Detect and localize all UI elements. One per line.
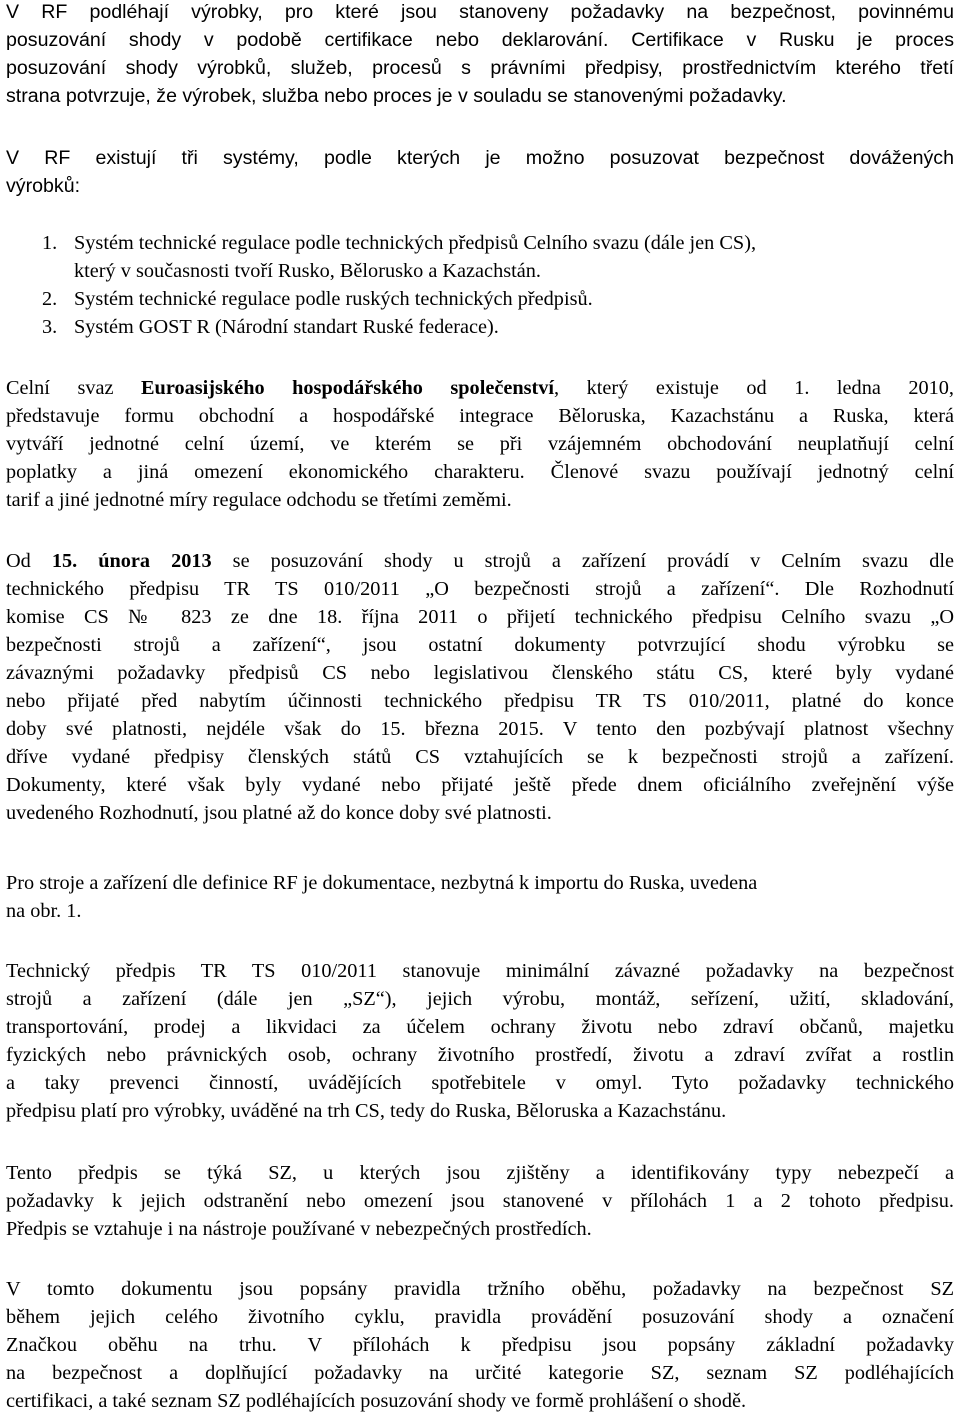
text-line: V RF existují tři systémy, podle kterých je možno posuzovat bezpečnost dovážených (6, 147, 954, 169)
text-line: technického předpisu TR TS 010/2011 „O bezpečnosti strojů a zařízení“. Dle Rozhodnutí (6, 578, 954, 600)
text-line: představuje formu obchodní a hospodářské integrace Běloruska, Kazachstánu a Ruska, která (6, 405, 954, 427)
list-item-1 (42, 229, 954, 285)
text-line: nebo přijaté před nabytím účinnosti technického předpisu TR TS 010/2011, platné do konce (6, 690, 954, 712)
text-line: uvedeného Rozhodnutí, jsou platné až do konce doby své platnosti. (6, 802, 552, 824)
text-line: strojů a zařízení (dále jen „SZ“), jejich výrobu, montáž, seřízení, užití, skladování, (6, 988, 954, 1010)
text-line: certifikaci, a také seznam SZ podléhajících posuzování shody ve formě prohlášení o shodě. (6, 1390, 747, 1412)
text-line: tarif a jiné jednotné míry regulace odchodu se třetími zeměmi. (6, 489, 512, 511)
paragraph-tr-ts-regulation (6, 547, 954, 827)
list-number: 1. (42, 232, 58, 254)
text-line: Značkou oběhu na trhu. V přílohách k předpisu jsou popsány základní požadavky (6, 1334, 954, 1356)
text-line: fyzických nebo právnických osob, ochrany životního prostředí, životu a zdraví zvířat a rostlin (6, 1044, 954, 1066)
text-line: V tomto dokumentu jsou popsány pravidla tržního oběhu, požadavky na bezpečnost SZ (6, 1278, 954, 1300)
text-line: poplatky a jiná omezení ekonomického charakteru. Členové svazu používají jednotný celní (6, 461, 954, 483)
text-line: požadavky k jejich odstranění nebo omezení jsou stanovené v přílohách 1 a 2 tohoto předpisu. (6, 1190, 954, 1212)
text-line: doby své platnosti, nejdéle však do 15. března 2015. V tento den pozbývají platnost všechny (6, 718, 954, 740)
list-item-3 (42, 313, 954, 341)
paragraph-scope (6, 1159, 954, 1243)
paragraph-customs-union (6, 374, 954, 514)
text-line: závaznými požadavky předpisů CS nebo legislativou členského státu CS, které byly vydané (6, 662, 954, 684)
text-line: na obr. 1. (6, 900, 82, 922)
text-line: Tento předpis se týká SZ, u kterých jsou zjištěny a identifikovány typy nebezpečí a (6, 1162, 954, 1184)
text-line: Předpis se vztahuje i na nástroje používané v nebezpečných prostředích. (6, 1218, 592, 1240)
text-line: Celní svaz Euroasijského hospodářského společenství, který existuje od 1. ledna 2010, (6, 377, 954, 399)
text-line: V RF podléhají výrobky, pro které jsou stanoveny požadavky na bezpečnost, povinnému (6, 1, 954, 23)
text-line: transportování, prodej a likvidaci za účelem ochrany životu nebo zdraví občanů, majetku (6, 1016, 954, 1038)
text-line: vytváří jednotné celní území, ve kterém se při vzájemném obchodování neuplatňují celní (6, 433, 954, 455)
text-line: strana potvrzuje, že výrobek, služba nebo proces je v souladu se stanovenými požadavky. (6, 85, 787, 107)
text-line: Dokumenty, které však byly vydané nebo přijaté ještě přede dnem oficiálního zveřejnění výše (6, 774, 954, 796)
bold-term: Euroasijského hospodářského společenství (141, 377, 555, 399)
paragraph-three-systems (6, 144, 954, 200)
text-line: předpisu platí pro výrobky, uváděné na trh CS, tedy do Ruska, Běloruska a Kazachstánu. (6, 1100, 727, 1122)
text-line: Technický předpis TR TS 010/2011 stanovuje minimální závazné požadavky na bezpečnost (6, 960, 954, 982)
text-line: Od 15. února 2013 se posuzování shody u strojů a zařízení provádí v Celním svazu dle (6, 550, 954, 572)
text-line: posuzování shody výrobků, služeb, procesů s právními předpisy, prostřednictvím kterého třetí (6, 57, 954, 79)
paragraph-tr-ts-requirements (6, 957, 954, 1125)
text-line: Pro stroje a zařízení dle definice RF je dokumentace, nezbytná k importu do Ruska, uvedena (6, 872, 758, 894)
text-line: výrobků: (6, 175, 81, 197)
text-line: a taky prevenci činností, uvádějících spotřebitele v omyl. Tyto požadavky technického (6, 1072, 954, 1094)
list-number: 3. (42, 316, 58, 338)
list-item-text: který v současnosti tvoří Rusko, Bělorusko a Kazachstán. (74, 260, 541, 282)
text-line: posuzování shody v podobě certifikace nebo deklarování. Certifikace v Rusku je proces (6, 29, 954, 51)
list-item-2 (42, 285, 954, 313)
list-item-text: Systém technické regulace podle technických předpisů Celního svazu (dále jen CS), (74, 232, 757, 254)
text-line: na bezpečnost a doplňující požadavky na určité kategorie SZ, seznam SZ podléhajících (6, 1362, 954, 1384)
text-line: dříve vydané předpisy členských států CS vztahujících se k bezpečnosti strojů a zařízení. (6, 746, 954, 768)
text-line: bezpečnosti strojů a zařízení“, jsou ostatní dokumenty potvrzující shodu výrobku se (6, 634, 954, 656)
list-number: 2. (42, 288, 58, 310)
paragraph-document-contents (6, 1275, 954, 1415)
list-item-text: Systém GOST R (Národní standart Ruské federace). (74, 316, 499, 338)
bold-date: února 2013 (98, 550, 212, 572)
paragraph-documentation (6, 869, 954, 925)
text-line: během jejich celého životního cyklu, pravidla provádění posuzování shody a označení (6, 1306, 954, 1328)
paragraph-certification-intro (6, 0, 954, 110)
text-line: komise CS № 823 ze dne 18. října 2011 o přijetí technického předpisu Celního svazu „O (6, 606, 954, 628)
list-item-text: Systém technické regulace podle ruských technických předpisů. (74, 288, 593, 310)
